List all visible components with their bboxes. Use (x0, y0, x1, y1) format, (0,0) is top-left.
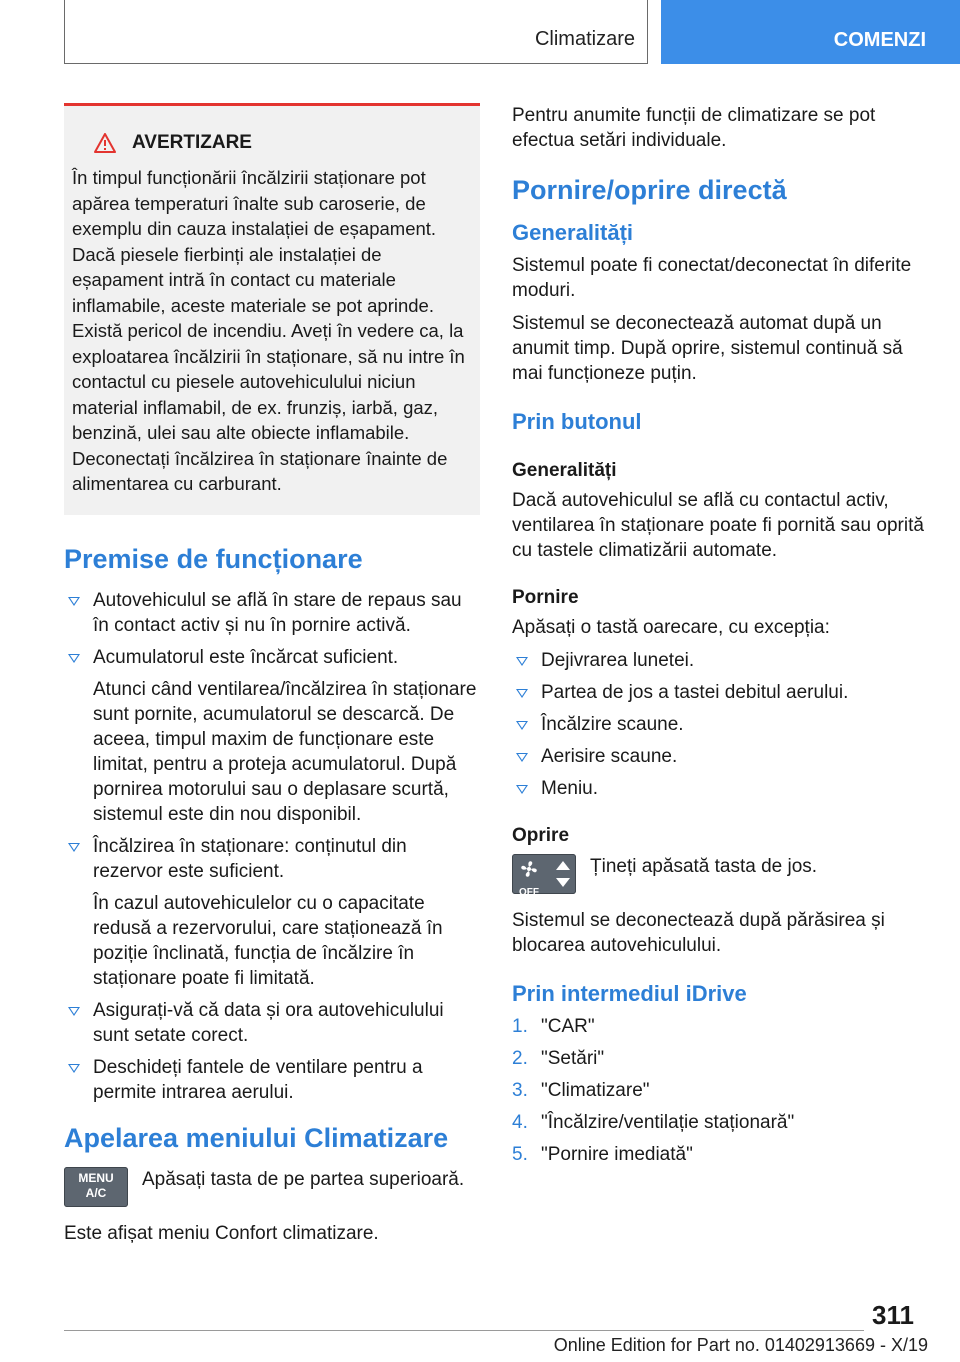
prereq-heading: Premise de funcționare (64, 543, 363, 574)
header-section-title: Climatizare (534, 28, 635, 50)
page-number: 311 (872, 1300, 914, 1330)
step-number: 1. (512, 1016, 528, 1037)
button-general-text: Dacă autovehiculul se află cu contactul activ, ventilarea în staționare poate fi pornită sau oprită cu tastele climatizării automate. (512, 490, 924, 561)
menu-key-line2: A/C (85, 1185, 107, 1200)
list-item (512, 1078, 928, 1103)
step-text: "Pornire imediată" (541, 1144, 693, 1165)
stop-key-row (512, 854, 928, 898)
list-item (512, 1014, 928, 1039)
triangle-bullet-icon (68, 843, 80, 852)
step-number: 3. (512, 1080, 528, 1101)
stop-after: Sistemul se deconectează după părăsirea și blocarea autovehiculului. (512, 910, 885, 956)
menu-call-after: Este afișat meniu Confort climatizare. (64, 1222, 379, 1244)
general-heading: Generalități (512, 220, 634, 245)
list-item-subtext: În cazul autovehiculelor cu o capacitate redusă a rezervorului, care staționează în poziție înclinată, funcția de încălzire în staționare poate fi limitată. (93, 892, 443, 989)
list-item (64, 1055, 480, 1105)
warning-header (72, 130, 472, 155)
menu-ac-key-icon (64, 1167, 128, 1207)
list-item-subtext: Atunci când ventilarea/încălzirea în staționare sunt pornite, acumulatorul se descarcă. De aceea, timpul maxim de funcționare este limitat, pentru a proteja acumulatorul. După pornirea motorului sau o deplasare scurtă, sistemul este din nou disponibil. (93, 678, 477, 825)
step-text: "Încălzire/ventilație staționară" (541, 1112, 795, 1133)
prereq-list (64, 588, 480, 1105)
button-general-heading: Generalități (512, 460, 617, 481)
step-text: "Setări" (541, 1048, 605, 1069)
list-item (512, 744, 928, 769)
right-column (512, 103, 928, 1174)
start-text: Apăsați o tastă oarecare, cu excepția: (512, 617, 830, 638)
idrive-heading: Prin intermediul iDrive (512, 981, 747, 1006)
footer-divider (64, 1330, 864, 1331)
stop-heading: Oprire (512, 825, 570, 846)
list-item (64, 834, 480, 991)
up-down-arrows-icon (556, 861, 570, 887)
menu-key-row (64, 1167, 480, 1207)
menu-call-heading: Apelarea meniului Climatizare (64, 1122, 449, 1153)
warning-title: AVERTIZARE (132, 132, 252, 153)
list-item-text: Asigurați-vă că data și ora autovehiculului sunt setate corect. (93, 999, 444, 1046)
triangle-bullet-icon (68, 597, 80, 606)
list-item (512, 776, 928, 801)
off-key-label: OFF (519, 887, 539, 898)
warning-body: În timpul funcționării încălzirii staționare pot apărea temperaturi înalte sub caroserie, de exemplu din cauza instalației de eșapament. Dacă piesele fierbinți ale instalației de eșapament intră în contact cu materiale inflamabile, aceste materiale se pot aprinde. Există pericol de incendiu. Aveți în vedere ca, la exploatarea încălzirii în staționare, să nu intre în contactul cu piesele autovehiculului niciun material inflamabil, de ex. frunziș, iarbă, gaz, benzină, ulei sau alte obiecte inflamabile. Deconectați încălzirea în staționare înainte de alimentarea cu carburant. (72, 167, 465, 494)
triangle-bullet-icon (516, 753, 528, 762)
fan-icon (518, 858, 540, 880)
list-item (512, 648, 928, 673)
triangle-bullet-icon (68, 654, 80, 663)
triangle-bullet-icon (516, 657, 528, 666)
list-item-text: Autovehiculul se află în stare de repaus sau în contact activ și nu în pornire activă. (93, 589, 462, 636)
triangle-bullet-icon (516, 785, 528, 794)
header-chapter-tab (661, 0, 960, 64)
list-item (512, 1142, 928, 1167)
list-item-text: Deschideți fantele de ventilare pentru a permite intrarea aerului. (93, 1056, 423, 1103)
step-text: "Climatizare" (541, 1080, 650, 1101)
header-section-box (64, 0, 648, 64)
direct-heading: Pornire/oprire directă (512, 175, 787, 205)
header-chapter-label: COMENZI (833, 29, 926, 51)
left-column (64, 103, 480, 1254)
warning-triangle-icon (94, 133, 116, 153)
list-item-text: Partea de jos a tastei debitul aerului. (541, 682, 849, 703)
list-item (64, 588, 480, 638)
stop-key-text: Țineți apăsată tasta de jos. (590, 856, 818, 877)
warning-box (64, 103, 480, 515)
start-list (512, 648, 928, 801)
start-heading: Pornire (512, 587, 579, 608)
fan-off-key-icon (512, 854, 576, 898)
step-number: 2. (512, 1048, 528, 1069)
list-item (512, 680, 928, 705)
menu-key-line1: MENU (78, 1170, 114, 1185)
list-item (512, 712, 928, 737)
triangle-bullet-icon (68, 1064, 80, 1073)
list-item-text: Încălzirea în staționare: conținutul din rezervor este suficient. (93, 835, 407, 882)
list-item-text: Meniu. (541, 778, 599, 799)
idrive-steps (512, 1014, 928, 1167)
button-heading: Prin butonul (512, 409, 642, 434)
list-item-text: Dejivrarea lunetei. (541, 650, 695, 671)
general-p2: Sistemul se deconectează automat după un anumit timp. După oprire, sistemul continuă să mai funcționeze puțin. (512, 313, 903, 384)
triangle-bullet-icon (516, 721, 528, 730)
list-item-text: Încălzire scaune. (541, 714, 684, 735)
list-item (64, 645, 480, 827)
menu-key-text: Apăsați tasta de pe partea superioară. (142, 1168, 465, 1190)
triangle-bullet-icon (516, 689, 528, 698)
right-intro: Pentru anumite funcții de climatizare se pot efectua setări individuale. (512, 105, 876, 151)
list-item (512, 1110, 928, 1135)
list-item (512, 1046, 928, 1071)
step-number: 5. (512, 1144, 528, 1165)
list-item (64, 998, 480, 1048)
list-item-text: Aerisire scaune. (541, 746, 678, 767)
footer-edition: Online Edition for Part no. 01402913669 - X/19 (553, 1335, 928, 1355)
step-number: 4. (512, 1112, 528, 1133)
triangle-bullet-icon (68, 1007, 80, 1016)
list-item-text: Acumulatorul este încărcat suficient. (93, 646, 399, 668)
general-p1: Sistemul poate fi conectat/deconectat în diferite moduri. (512, 255, 912, 301)
step-text: "CAR" (541, 1016, 595, 1037)
